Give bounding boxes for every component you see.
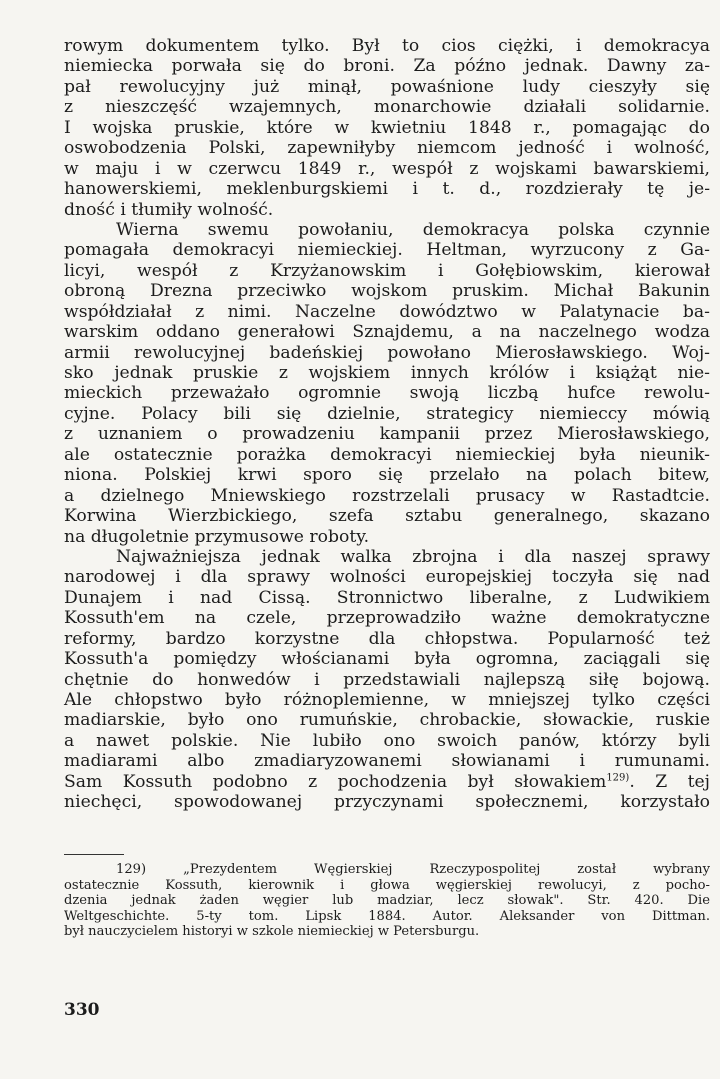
text-line: niechęci, spowodowanej przyczynami społecznemi, korzystało [64,792,710,813]
footnote-line: ostatecznie Kossuth, kierownik i głowa węgierskiej rewolucyi, z pocho- [64,877,710,893]
text-line: ale ostatecznie porażka demokracyi niemieckiej była nieunik- [64,444,710,465]
text-line: narodowej i dla sprawy wolności europejskiej toczyła się nad [64,567,710,588]
text-segment: . Z tej [629,771,710,792]
text-line: mieckich przeważało ogromnie swoją liczbą hufce rewolu- [64,383,710,404]
text-line: reformy, bardzo korzystne dla chłopstwa. Popularność też [64,628,710,649]
text-line: Korwina Wierzbickiego, szefa sztabu generalnego, skazano [64,506,710,527]
text-segment: Sam Kossuth podobno z pochodzenia był słowakiem [64,771,607,792]
text-line: z nieszczęść wzajemnych, monarchowie działali solidarnie. [64,97,710,118]
footnotes [64,862,710,940]
text-line: współdziałał z nimi. Naczelne dowództwo w Palatynacie ba- [64,301,710,322]
text-line: madiarskie, było ono rumuńskie, chrobackie, słowackie, ruskie [64,710,710,731]
text-line: pomagała demokracyi niemieckiej. Heltman, wyrzucony z Ga- [64,240,710,261]
text-line: cyjne. Polacy bili się dzielnie, strategicy niemieccy mówią [64,403,710,424]
footnote-line: był nauczycielem historyi w szkole niemieckiej w Petersburgu. [64,924,480,940]
body-text [64,36,710,813]
text-line: licyi, wespół z Krzyżanowskim i Gołębiowskim, kierował [64,260,710,281]
text-line: madiarami albo zmadiaryzowanemi słowianami i rumunami. [64,751,710,772]
text-line: rowym dokumentem tylko. Był to cios ciężki, i demokracya [64,36,710,56]
text-line: Kossuth'a pomiędzy włościanami była ogromna, zaciągali się [64,649,710,670]
text-line: niemiecka porwała się do broni. Za późno jednak. Dawny za- [64,56,710,77]
footnote-line: dzenia jednak żaden węgier lub madziar, lecz słowak". Str. 420. Die [64,893,710,909]
text-line: Wierna swemu powołaniu, demokracya polska czynnie [116,219,710,240]
text-line: na długoletnie przymusowe roboty. [64,526,370,547]
footnote-line: 129) „Prezydentem Węgierskiej Rzeczypospolitej został wybrany [116,862,710,877]
page-number: 330 [64,1000,100,1020]
text-line-with-footnote [64,772,710,792]
text-line: obroną Drezna przeciwko wojskom pruskim. Michał Bakunin [64,281,710,302]
text-line: z uznaniem o prowadzeniu kampanii przez Mierosławskiego, [64,424,710,445]
text-line: a dzielnego Mniewskiego rozstrzelali prusacy w Rastadtcie. [64,485,710,506]
text-line: Kossuth'em na czele, przeprowadziło ważne demokratyczne [64,608,710,629]
text-line: I wojska pruskie, które w kwietniu 1848 r., pomagając do [64,117,710,138]
text-line: Najważniejsza jednak walka zbrojna i dla naszej sprawy [116,546,710,567]
text-line: chętnie do honwedów i przedstawiali najlepszą siłę bojową. [64,669,710,690]
text-line: sko jednak pruskie z wojskiem innych królów i książąt nie- [64,363,710,383]
text-line: Ale chłopstwo było różnoplemienne, w mniejszej tylko części [64,690,710,710]
text-line: niona. Polskiej krwi sporo się przelało na polach bitew, [64,465,710,486]
footnote-reference[interactable]: 129) [606,772,630,784]
text-line: a nawet polskie. Nie lubiło ono swoich panów, którzy byli [64,730,710,751]
text-line: warskim oddano generałowi Sznajdemu, a na naczelnego wodza [64,322,710,343]
text-line: oswobodzenia Polski, zapewniłyby niemcom jedność i wolność, [64,138,710,159]
footnote-line: Weltgeschichte. 5-ty tom. Lipsk 1884. Autor. Aleksander von Dittman. [64,908,710,924]
text-line: hanowerskiemi, meklenburgskiemi i t. d., rozdzierały tę je- [64,179,710,200]
text-line: w maju i w czerwcu 1849 r., wespół z wojskami bawarskiemi, [64,158,710,179]
footnote-divider [64,854,124,855]
text-line: Dunajem i nad Cissą. Stronnictwo liberalne, z Ludwikiem [64,587,710,608]
text-line: pał rewolucyjny już minął, powaśnione ludy cieszyły się [64,76,710,97]
text-line: dność i tłumiły wolność. [64,199,274,220]
text-line: armii rewolucyjnej badeńskiej powołano Mierosławskiego. Woj- [64,342,710,363]
